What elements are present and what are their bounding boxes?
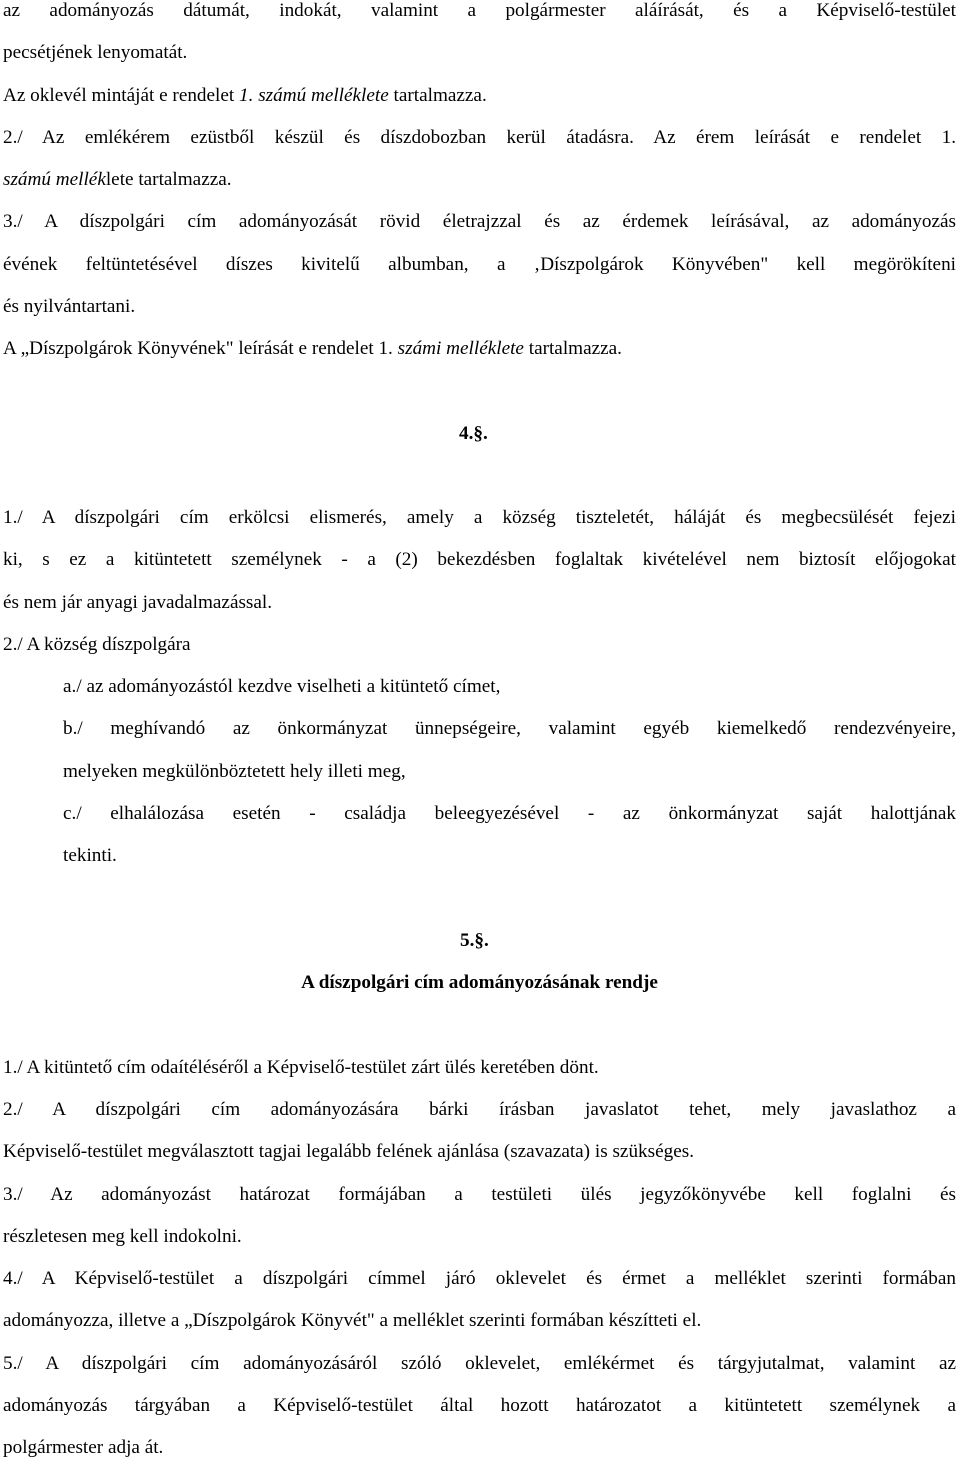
section-heading-5: 5.§.	[460, 930, 489, 951]
paragraph-line: és nyilvántartani.	[3, 296, 136, 317]
paragraph-line	[3, 84, 487, 108]
paragraph-line	[3, 168, 232, 192]
list-item-c-cont: tekinti.	[63, 845, 117, 866]
text-run: tartalmazza.	[388, 85, 487, 106]
paragraph-line: adományozás tárgyában a Képviselő-testület által hozott határozatot a kitüntetett személynek a	[3, 1395, 956, 1416]
paragraph-line: adományozza, illetve a „Díszpolgárok Könyvét" a melléklet szerinti formában készítteti el.	[3, 1310, 702, 1331]
paragraph-line: évének feltüntetésével díszes kivitelű albumban, a ‚Díszpolgárok Könyvében" kell megörökíteni	[3, 254, 956, 275]
paragraph-line: pecsétjének lenyomatát.	[3, 42, 188, 63]
section-heading-4: 4.§.	[459, 423, 488, 444]
paragraph-line: és nem jár anyagi javadalmazással.	[3, 592, 273, 613]
paragraph-line: polgármester adja át.	[3, 1437, 164, 1458]
paragraph-line: 2./ A díszpolgári cím adományozására bárki írásban javaslatot tehet, mely javaslathoz a	[3, 1099, 956, 1120]
paragraph-line: Képviselő-testület megválasztott tagjai legalább felének ajánlása (szavazata) is szükséges.	[3, 1141, 694, 1162]
paragraph-line: ki, s ez a kitüntetett személynek - a (2) bekezdésben foglaltak kivételével nem biztosít előjogokat	[3, 549, 956, 570]
list-item-c: c./ elhalálozása esetén - családja beleegyezésével - az önkormányzat saját halottjának	[63, 803, 956, 824]
paragraph-line: 1./ A kitüntető cím odaítéléséről a Képviselő-testület zárt ülés keretében dönt.	[3, 1057, 599, 1078]
annex-reference: 1. számú melléklete	[239, 85, 389, 106]
text-run: A „Díszpolgárok Könyvének" leírását e rendelet 1.	[3, 338, 398, 359]
paragraph-line: 5./ A díszpolgári cím adományozásáról szóló oklevelet, emlékérmet és tárgyjutalmat, valamint az	[3, 1353, 956, 1374]
text-run: lete tartalmazza.	[105, 169, 232, 190]
list-item-b: b./ meghívandó az önkormányzat ünnepségeire, valamint egyéb kiemelkedő rendezvényeire,	[63, 718, 956, 739]
list-item-a: a./ az adományozástól kezdve viselheti a kitüntető címet,	[63, 676, 501, 697]
list-item-b-cont: melyeken megkülönböztetett hely illeti meg,	[63, 761, 406, 782]
paragraph-line: 3./ A díszpolgári cím adományozását rövid életrajzzal és az érdemek leírásával, az adományozás	[3, 211, 956, 232]
paragraph-line	[3, 337, 622, 361]
paragraph-line: 3./ Az adományozást határozat formájában a testületi ülés jegyzőkönyvébe kell foglalni és	[3, 1184, 956, 1205]
paragraph-line: részletesen meg kell indokolni.	[3, 1226, 242, 1247]
annex-reference: számú mellék	[3, 169, 106, 190]
text-run: Az oklevél mintáját e rendelet	[3, 85, 240, 106]
paragraph-line: 2./ Az emlékérem ezüstből készül és díszdobozban kerül átadásra. Az érem leírását e rendelet 1.	[3, 127, 956, 148]
annex-reference: számi melléklete	[397, 338, 524, 359]
paragraph-line: 4./ A Képviselő-testület a díszpolgári címmel járó oklevelet és érmet a melléklet szerinti formában	[3, 1268, 956, 1289]
section-title: A díszpolgári cím adományozásának rendje	[301, 972, 658, 993]
paragraph-line: az adományozás dátumát, indokát, valamint a polgármester aláírását, és a Képviselő-testület	[3, 0, 956, 21]
paragraph-line: 2./ A község díszpolgára	[3, 634, 191, 655]
paragraph-line: 1./ A díszpolgári cím erkölcsi elismerés, amely a község tiszteletét, háláját és megbecsülését fejezi	[3, 507, 956, 528]
text-run: tartalmazza.	[523, 338, 622, 359]
